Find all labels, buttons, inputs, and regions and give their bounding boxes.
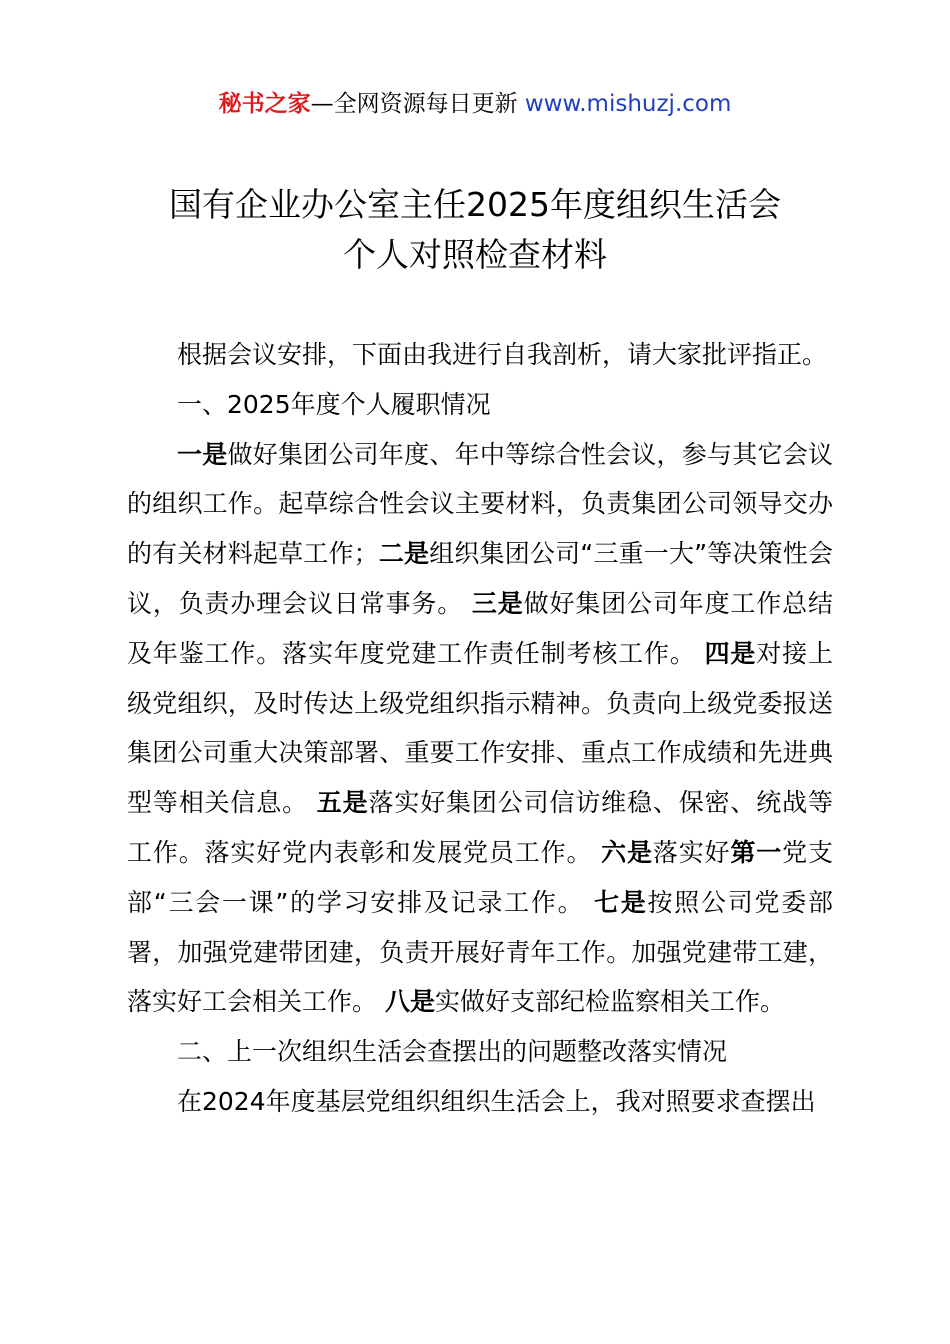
last-paragraph: 在2024年度基层党组织组织生活会上，我对照要求查摆出 <box>177 1086 816 1116</box>
duty-text: 做好集团公司年度、年中等综合性会议，参与其它会议的组织工作。起草综合性会议主要材料，负责集团公司领导交办的有关材料起草工作； <box>127 439 833 569</box>
duty-text: 组织集团公司“三重一大”等决策性会议，负责办理会议日常事务。 <box>127 539 833 618</box>
site-banner <box>0 86 950 122</box>
document-title <box>0 180 950 280</box>
duty-lead: 二是 <box>378 539 430 569</box>
banner-slogan: —全网资源每日更新 <box>310 91 518 117</box>
duty-text: 实做好支部纪检监察相关工作。 <box>434 987 785 1017</box>
duty-text: 按照公司党委部署，加强党建带团建，负责开展好青年工作。加强党建带工建，落实好工会相关工作。 <box>127 887 833 1017</box>
duty-text: 对接上级党组织，及时传达上级党组织指示精神。负责向上级党委报送集团公司重大决策部署、重要工作安排、重点工作成绩和先进典型等相关信息。 <box>127 638 833 818</box>
banner-brand: 秘书之家 <box>218 91 311 117</box>
duty-text: 落实好集团公司信访维稳、保密、统战等工作。落实好党内表彰和发展党员工作。 <box>127 788 833 867</box>
banner-url-link[interactable]: www.mishuzj.com <box>524 91 732 117</box>
duty-lead: 四是 <box>704 638 757 668</box>
duty-text: 做好集团公司年度工作总结及年鉴工作。落实年度党建工作责任制考核工作。 <box>127 588 833 668</box>
section-heading-2: 二、上一次组织生活会查摆出的问题整改落实情况 <box>177 1037 728 1067</box>
duties-paragraph <box>127 430 833 1028</box>
duty-lead: 三是 <box>471 588 524 618</box>
duty-lead: 七是 <box>594 887 648 917</box>
title-line-2: 个人对照检查材料 <box>343 235 607 274</box>
intro-paragraph: 根据会议安排，下面由我进行自我剖析，请大家批评指正。 <box>177 340 828 369</box>
title-line-1: 国有企业办公室主任2025年度组织生活会 <box>169 185 781 224</box>
section-heading-1: 一、2025年度个人履职情况 <box>177 389 491 419</box>
duty-lead: 八是 <box>384 987 435 1017</box>
document-body <box>127 330 833 1127</box>
duty-lead: 五是 <box>316 788 369 818</box>
duty-text: 落实好 <box>652 837 731 867</box>
duty-text: 党支部“三会一课”的学习安排及记录工作。 <box>127 837 833 917</box>
duty-lead: 一是 <box>177 439 228 469</box>
duty-lead: 第一 <box>730 837 783 867</box>
duty-lead: 六是 <box>601 837 653 867</box>
